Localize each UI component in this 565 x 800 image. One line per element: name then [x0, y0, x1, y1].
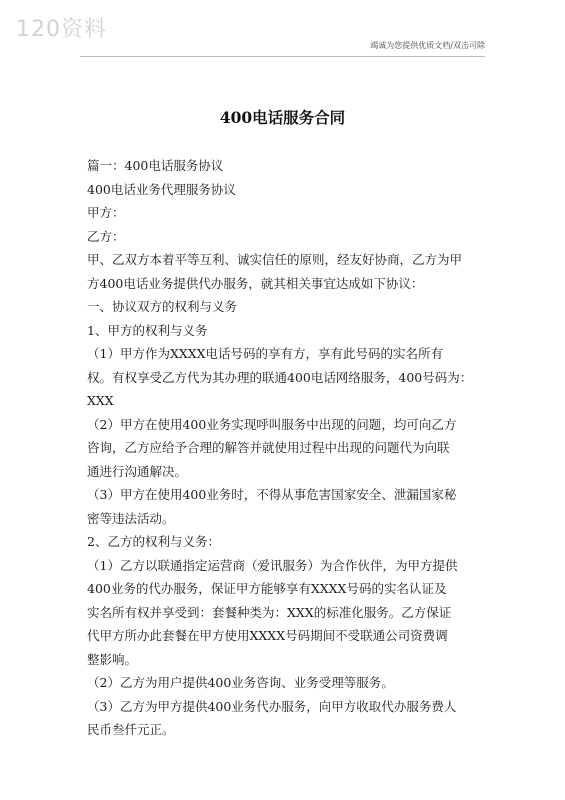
text-line: （2）乙方为用户提供400业务咨询、业务受理等服务。: [87, 675, 394, 690]
text-line: 整影响。: [87, 651, 138, 667]
text-line: 民币叁仟元正。: [87, 722, 175, 737]
text-line: 一、协议双方的权利与义务: [87, 299, 238, 314]
header-divider: [80, 56, 485, 57]
text-line: （1）甲方作为XXXX电话号码的享有方，享有此号码的实名所有: [87, 346, 444, 361]
text-line: （1）乙方以联通指定运营商（爱讯服务）为合作伙伴，为甲方提供: [87, 557, 458, 573]
text-line: 1、甲方的权利与义务: [87, 322, 208, 338]
text-line: 咨询，乙方应给予合理的解答并就使用过程中出现的问题代为向联: [87, 440, 450, 455]
document-body: [87, 154, 487, 742]
text-line: 甲方：: [87, 205, 125, 220]
text-line: 实名所有权并享受到：套餐种类为：XXX的标准化服务。乙方保证: [87, 604, 452, 620]
watermark-logo: 120资料: [16, 17, 107, 42]
text-line: 密等违法活动。: [87, 510, 175, 526]
text-line: 通进行沟通解决。: [87, 463, 188, 479]
document-title: 400电话服务合同: [219, 108, 346, 127]
text-line: （2）甲方在使用400业务实现呼叫服务中出现的问题，均可向乙方: [87, 416, 457, 432]
text-line: 400电话业务代理服务协议: [87, 181, 236, 197]
text-line: 权。有权享受乙方代为其办理的联通400电话网络服务，400号码为：: [87, 369, 473, 385]
text-line: 2、乙方的权利与义务：: [87, 534, 220, 549]
text-line: 甲、乙双方本着平等互利、诚实信任的原则，经友好协商，乙方为甲: [87, 252, 463, 267]
text-line: （3）乙方为甲方提供400业务代办服务，向甲方收取代办服务费人: [87, 698, 457, 714]
header-note: 竭诚为您提供优质文档/双击可除: [370, 41, 485, 50]
text-line: 方400电话业务提供代办服务，就其相关事宜达成如下协议：: [87, 275, 424, 291]
text-line: 乙方：: [87, 228, 125, 244]
text-line: （3）甲方在使用400业务时，不得从事危害国家安全、泄漏国家秘: [87, 487, 457, 502]
text-line: 代甲方所办此套餐在甲方使用XXXX号码期间不受联通公司资费调: [87, 628, 448, 643]
text-line: XXX: [87, 393, 114, 408]
text-line: 400业务的代办服务，保证甲方能够享有XXXX号码的实名认证及: [87, 581, 447, 596]
text-line: 篇一：400电话服务协议: [87, 158, 224, 173]
